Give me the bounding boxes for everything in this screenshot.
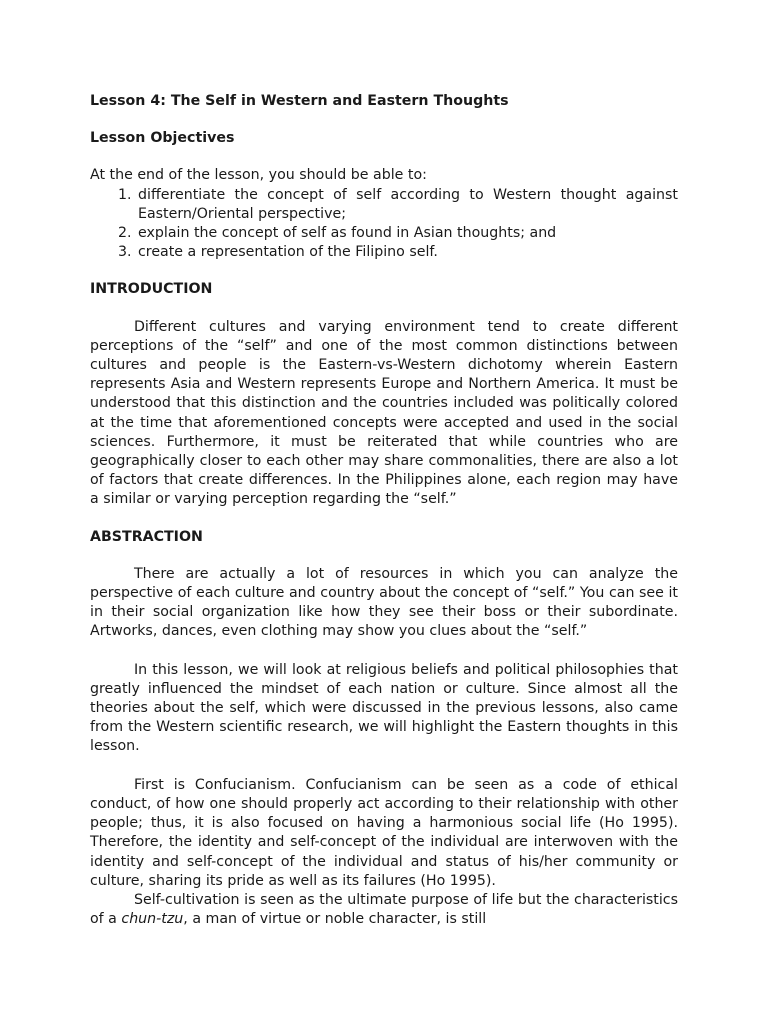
objective-item: 1. differentiate the concept of self according to Western thought against Eastern/Oriental perspective; [136, 186, 678, 224]
objectives-list [90, 186, 678, 263]
chun-tzu-term: chun-tzu [121, 911, 184, 928]
abstraction-paragraph-1: There are actually a lot of resources in which you can analyze the perspective of each culture and country about the concept of “self.” You can see it in their social organization like how they see their boss or their subordinate. Artworks, dances, even clothing may show you clues about the “self.” [90, 565, 678, 640]
objective-item: 2. explain the concept of self as found in Asian thoughts; and [136, 224, 678, 243]
paragraph-4-text-end: , a man of virtue or noble character, is still [183, 911, 487, 928]
abstraction-paragraph-2: In this lesson, we will look at religious beliefs and political philosophies that greatly influenced the mindset of each nation or culture. Since almost all the theories about the self, which were discussed in the previous lessons, also came from the Western scientific research, we will highlight the Eastern thoughts in this lesson. [90, 661, 678, 755]
lesson-title: Lesson 4: The Self in Western and Eastern Thoughts [90, 93, 509, 109]
objectives-intro: At the end of the lesson, you should be able to: [90, 167, 427, 184]
abstraction-paragraph-3: First is Confucianism. Confucianism can be seen as a code of ethical conduct, of how one should properly act according to their relationship with other people; thus, it is also focused on having a harmonious social life (Ho 1995). Therefore, the identity and self-concept of the individual are interwoven with the identity and self-concept of the individual and status of his/her community or culture, sharing its pride as well as its failures (Ho 1995). [90, 776, 678, 889]
introduction-heading: INTRODUCTION [90, 281, 213, 298]
paragraph-4-text-start: Self-cultivation is seen as the ultimate purpose of life but the characteristics of a [90, 891, 678, 928]
objectives-heading: Lesson Objectives [90, 130, 235, 147]
abstraction-paragraph-4 [90, 891, 678, 929]
objective-item: 3. create a representation of the Filipino self. [136, 243, 678, 262]
introduction-paragraph: Different cultures and varying environment tend to create different perceptions of the “self” and one of the most common distinctions between cultures and people is the Eastern-vs-Western dichotomy wherein Eastern represents Asia and Western represents Europe and Northern America. It must be understood that this distinction and the countries included was politically colored at the time that aforementioned concepts were accepted and used in the social sciences. Furthermore, it must be reiterated that while countries who are geographically closer to each other may share commonalities, there are also a lot of factors that create differences. In the Philippines alone, each region may have a similar or varying perception regarding the “self.” [90, 318, 678, 508]
abstraction-heading: ABSTRACTION [90, 528, 203, 545]
document-page [90, 92, 678, 929]
